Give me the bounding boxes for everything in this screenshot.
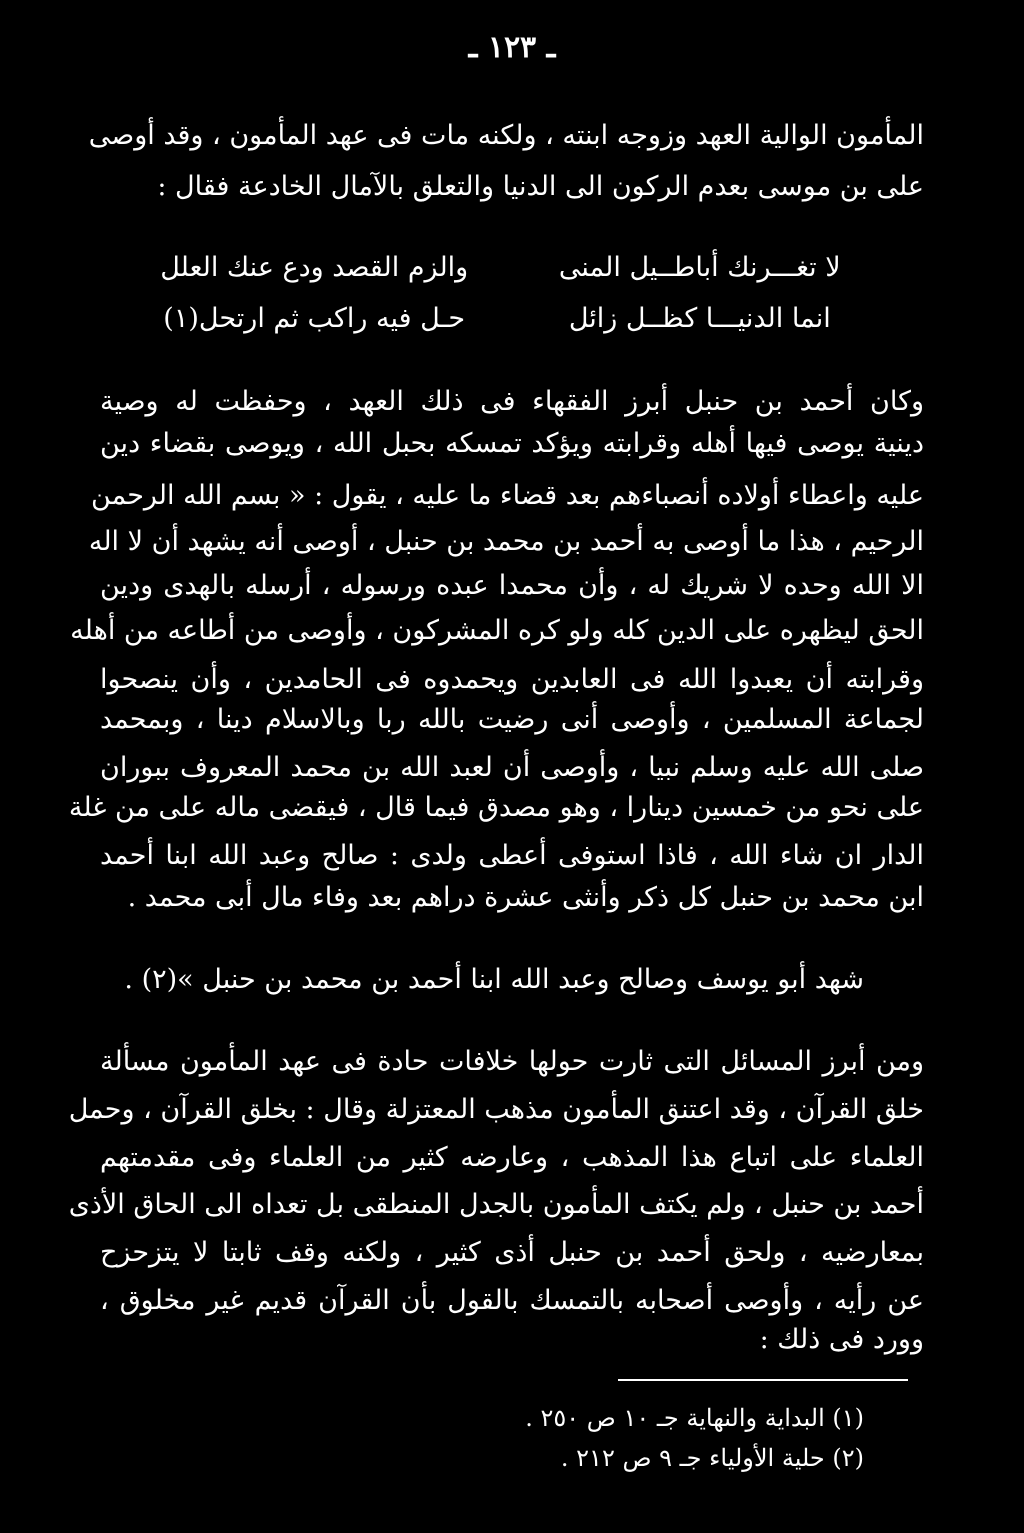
text-line: على بن موسى بعدم الركون الى الدنيا والتعلق بالآمال الخادعة فقال :	[157, 171, 924, 202]
text-line: المأمون الوالية العهد وزوجه ابنته ، ولكنه مات فى عهد المأمون ، وقد أوصى	[88, 120, 924, 151]
signature-line: شهد أبو يوسف وصالح وعبد الله ابنا أحمد بن محمد بن حنبل »(٢) .	[124, 964, 864, 995]
text-line: ابن محمد بن حنبل كل ذكر وأنثى عشرة دراهم بعد وفاء مال أبى محمد .	[127, 882, 924, 913]
text-line: صلى الله عليه وسلم نبيا ، وأوصى أن لعبد الله بن محمد المعروف ببوران	[100, 752, 924, 783]
footnote: (١) البداية والنهاية جـ ١٠ ص ٢٥٠ .	[525, 1404, 864, 1432]
text-line: وورد فى ذلك :	[759, 1324, 924, 1355]
verse-line	[150, 248, 864, 288]
page-number: ـ ١٢٣ ـ	[468, 30, 556, 65]
text-line: وكان أحمد بن حنبل أبرز الفقهاء فى ذلك العهد ، وحفظت له وصية	[100, 386, 924, 417]
text-line: لجماعة المسلمين ، وأوصى أنى رضيت بالله ربا وبالاسلام دينا ، وبمحمد	[100, 704, 924, 735]
text-line: العلماء على اتباع هذا المذهب ، وعارضه كثير من العلماء وفى مقدمتهم	[100, 1142, 924, 1173]
verse-first-hemistich: انما الدنيـــا كظــل زائل	[568, 303, 831, 334]
text-line: الحق ليظهره على الدين كله ولو كره المشركون ، وأوصى من أطاعه من أهله	[70, 615, 924, 646]
footnote-rule	[618, 1379, 908, 1381]
text-line: الا الله وحده لا شريك له ، وأن محمدا عبده ورسوله ، أرسله بالهدى ودين	[100, 570, 924, 601]
verse-second-hemistich: حـل فيه راكب ثم ارتحل(١)	[163, 303, 466, 334]
text-line: على نحو من خمسين دينارا ، وهو مصدق فيما قال ، فيقضى ماله على من غلة	[68, 792, 924, 823]
text-line: الرحيم ، هذا ما أوصى به أحمد بن محمد بن حنبل ، أوصى أنه يشهد أن لا اله	[88, 526, 924, 557]
verse-second-hemistich: والزم القصد ودع عنك العلل	[160, 252, 469, 283]
text-line: ومن أبرز المسائل التى ثارت حولها خلافات حادة فى عهد المأمون مسألة	[100, 1046, 924, 1077]
text-line: عليه واعطاء أولاده أنصباءهم بعد قضاء ما عليه ، يقول : « بسم الله الرحمن	[91, 480, 924, 511]
footnote: (٢) حلية الأولياء جـ ٩ ص ٢١٢ .	[560, 1444, 864, 1472]
verse-first-hemistich: لا تغـــرنك أباطــيل المنى	[558, 252, 841, 283]
text-line: أحمد بن حنبل ، ولم يكتف المأمون بالجدل المنطقى بل تعداه الى الحاق الأذى	[68, 1189, 924, 1220]
verse-line	[150, 299, 864, 339]
text-line: خلق القرآن ، وقد اعتنق المأمون مذهب المعتزلة وقال : بخلق القرآن ، وحمل	[68, 1094, 924, 1125]
text-line: دينية يوصى فيها أهله وقرابته ويؤكد تمسكه بحبل الله ، ويوصى بقضاء دين	[100, 428, 924, 459]
text-line: بمعارضيه ، ولحق أحمد بن حنبل أذى كثير ، ولكنه وقف ثابتا لا يتزحزح	[100, 1237, 924, 1268]
text-line: عن رأيه ، وأوصى أصحابه بالتمسك بالقول بأن القرآن قديم غير مخلوق ،	[100, 1285, 924, 1316]
text-line: الدار ان شاء الله ، فاذا استوفى أعطى ولدى : صالح وعبد الله ابنا أحمد	[100, 840, 924, 871]
text-line: وقرابته أن يعبدوا الله فى العابدين ويحمدوه فى الحامدين ، وأن ينصحوا	[100, 664, 924, 695]
